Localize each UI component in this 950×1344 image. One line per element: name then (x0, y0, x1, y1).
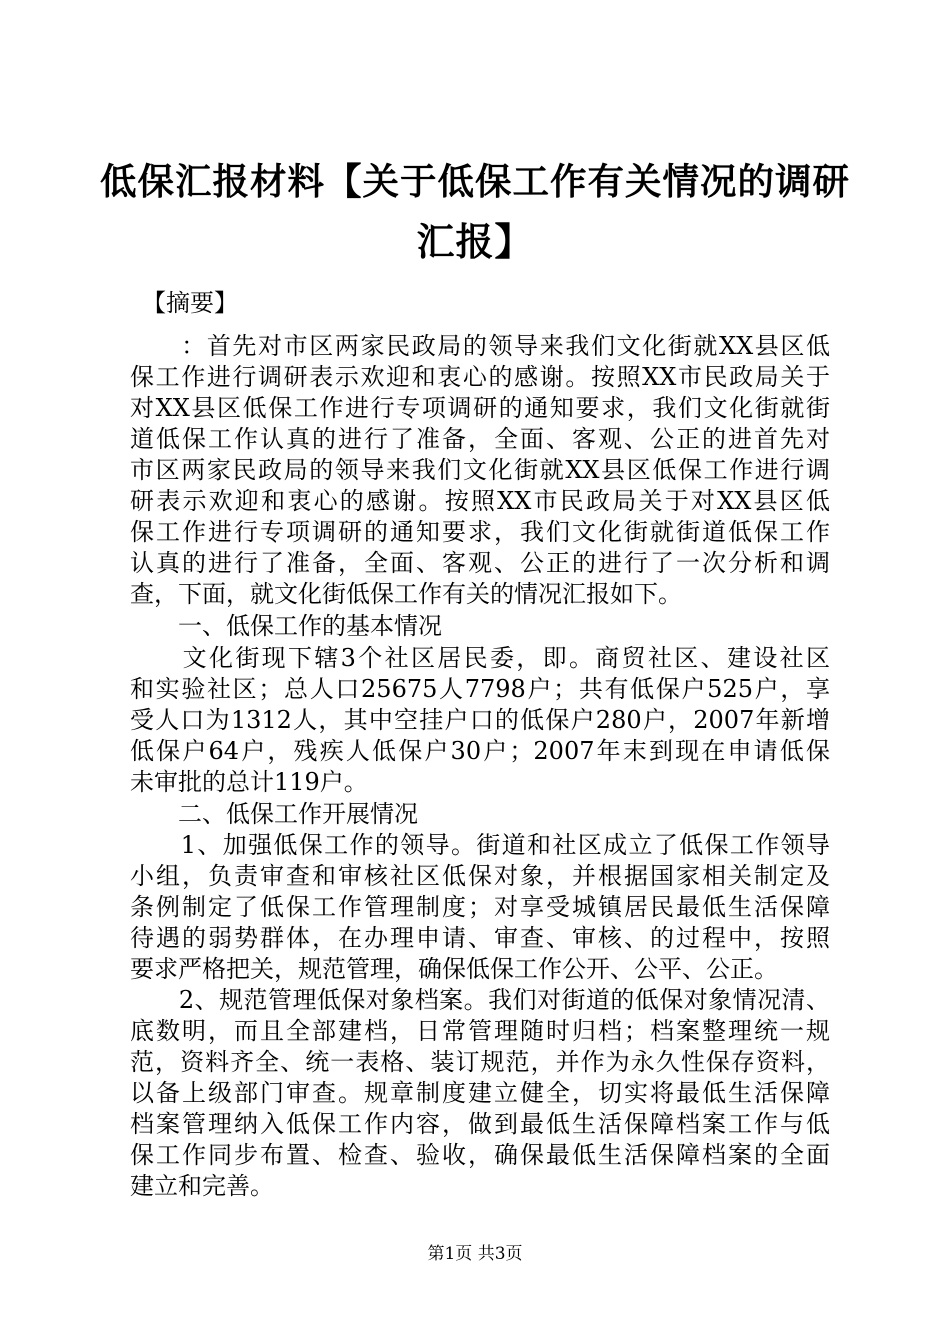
body-line: 研表示欢迎和衷心的感谢。按照XX市民政局关于对XX县区低 (130, 487, 830, 515)
body-line: 市区两家民政局的领导来我们文化街就XX县区低保工作进行调 (130, 456, 830, 484)
document-title-line-2: 汇报】 (416, 219, 534, 264)
body-line: 查，下面，就文化街低保工作有关的情况汇报如下。 (130, 580, 682, 608)
abstract-heading: 【摘要】 (130, 289, 238, 317)
body-line: 认真的进行了准备，全面、客观、公正的进行了一次分析和调 (130, 549, 830, 577)
body-line: 保工作同步布置、检查、验收，确保最低生活保障档案的全面 (130, 1141, 830, 1169)
body-line: 和实验社区；总人口25675人7798户；共有低保户525户，享 (130, 675, 830, 703)
body-line: 2、规范管理低保对象档案。我们对街道的低保对象情况清、 (130, 986, 830, 1014)
body-line: 1、加强低保工作的领导。街道和社区成立了低保工作领导 (130, 831, 830, 859)
body-line: 保工作进行专项调研的通知要求，我们文化街就街道低保工作 (130, 518, 830, 546)
body-line: 范，资料齐全、统一表格、装订规范，并作为永久性保存资料， (130, 1048, 830, 1076)
body-line: 道低保工作认真的进行了准备，全面、客观、公正的进首先对 (130, 425, 830, 453)
body-line: ：首先对市区两家民政局的领导来我们文化街就XX县区低 (130, 332, 830, 360)
body-line: 建立和完善。 (130, 1172, 274, 1200)
body-line: 受人口为1312人，其中空挂户口的低保户280户，2007年新增 (130, 706, 830, 734)
body-line: 对XX县区低保工作进行专项调研的通知要求，我们文化街就街 (130, 394, 830, 422)
body-line: 以备上级部门审查。规章制度建立健全，切实将最低生活保障 (130, 1079, 830, 1107)
section-heading-1: 一、低保工作的基本情况 (130, 612, 442, 640)
body-line: 文化街现下辖3个社区居民委，即。商贸社区、建设社区 (130, 644, 830, 672)
body-line: 未审批的总计119户。 (130, 768, 368, 796)
body-line: 底数明，而且全部建档，日常管理随时归档；档案整理统一规 (130, 1017, 830, 1045)
body-line: 保工作进行调研表示欢迎和衷心的感谢。按照XX市民政局关于 (130, 363, 830, 391)
section-heading-2: 二、低保工作开展情况 (130, 800, 418, 828)
document-title-line-1: 低保汇报材料【关于低保工作有关情况的调研 (100, 160, 850, 203)
body-line: 条例制定了低保工作管理制度；对享受城镇居民最低生活保障 (130, 893, 830, 921)
page-number-footer: 第1页 共3页 (427, 1244, 523, 1264)
body-line: 档案管理纳入低保工作内容，做到最低生活保障档案工作与低 (130, 1110, 830, 1138)
body-line: 待遇的弱势群体，在办理申请、审查、审核、的过程中，按照 (130, 924, 830, 952)
body-line: 低保户64户，残疾人低保户30户；2007年末到现在申请低保 (130, 737, 830, 765)
body-line: 小组，负责审查和审核社区低保对象，并根据国家相关制定及 (130, 862, 830, 890)
body-line: 要求严格把关，规范管理，确保低保工作公开、公平、公正。 (130, 955, 778, 983)
